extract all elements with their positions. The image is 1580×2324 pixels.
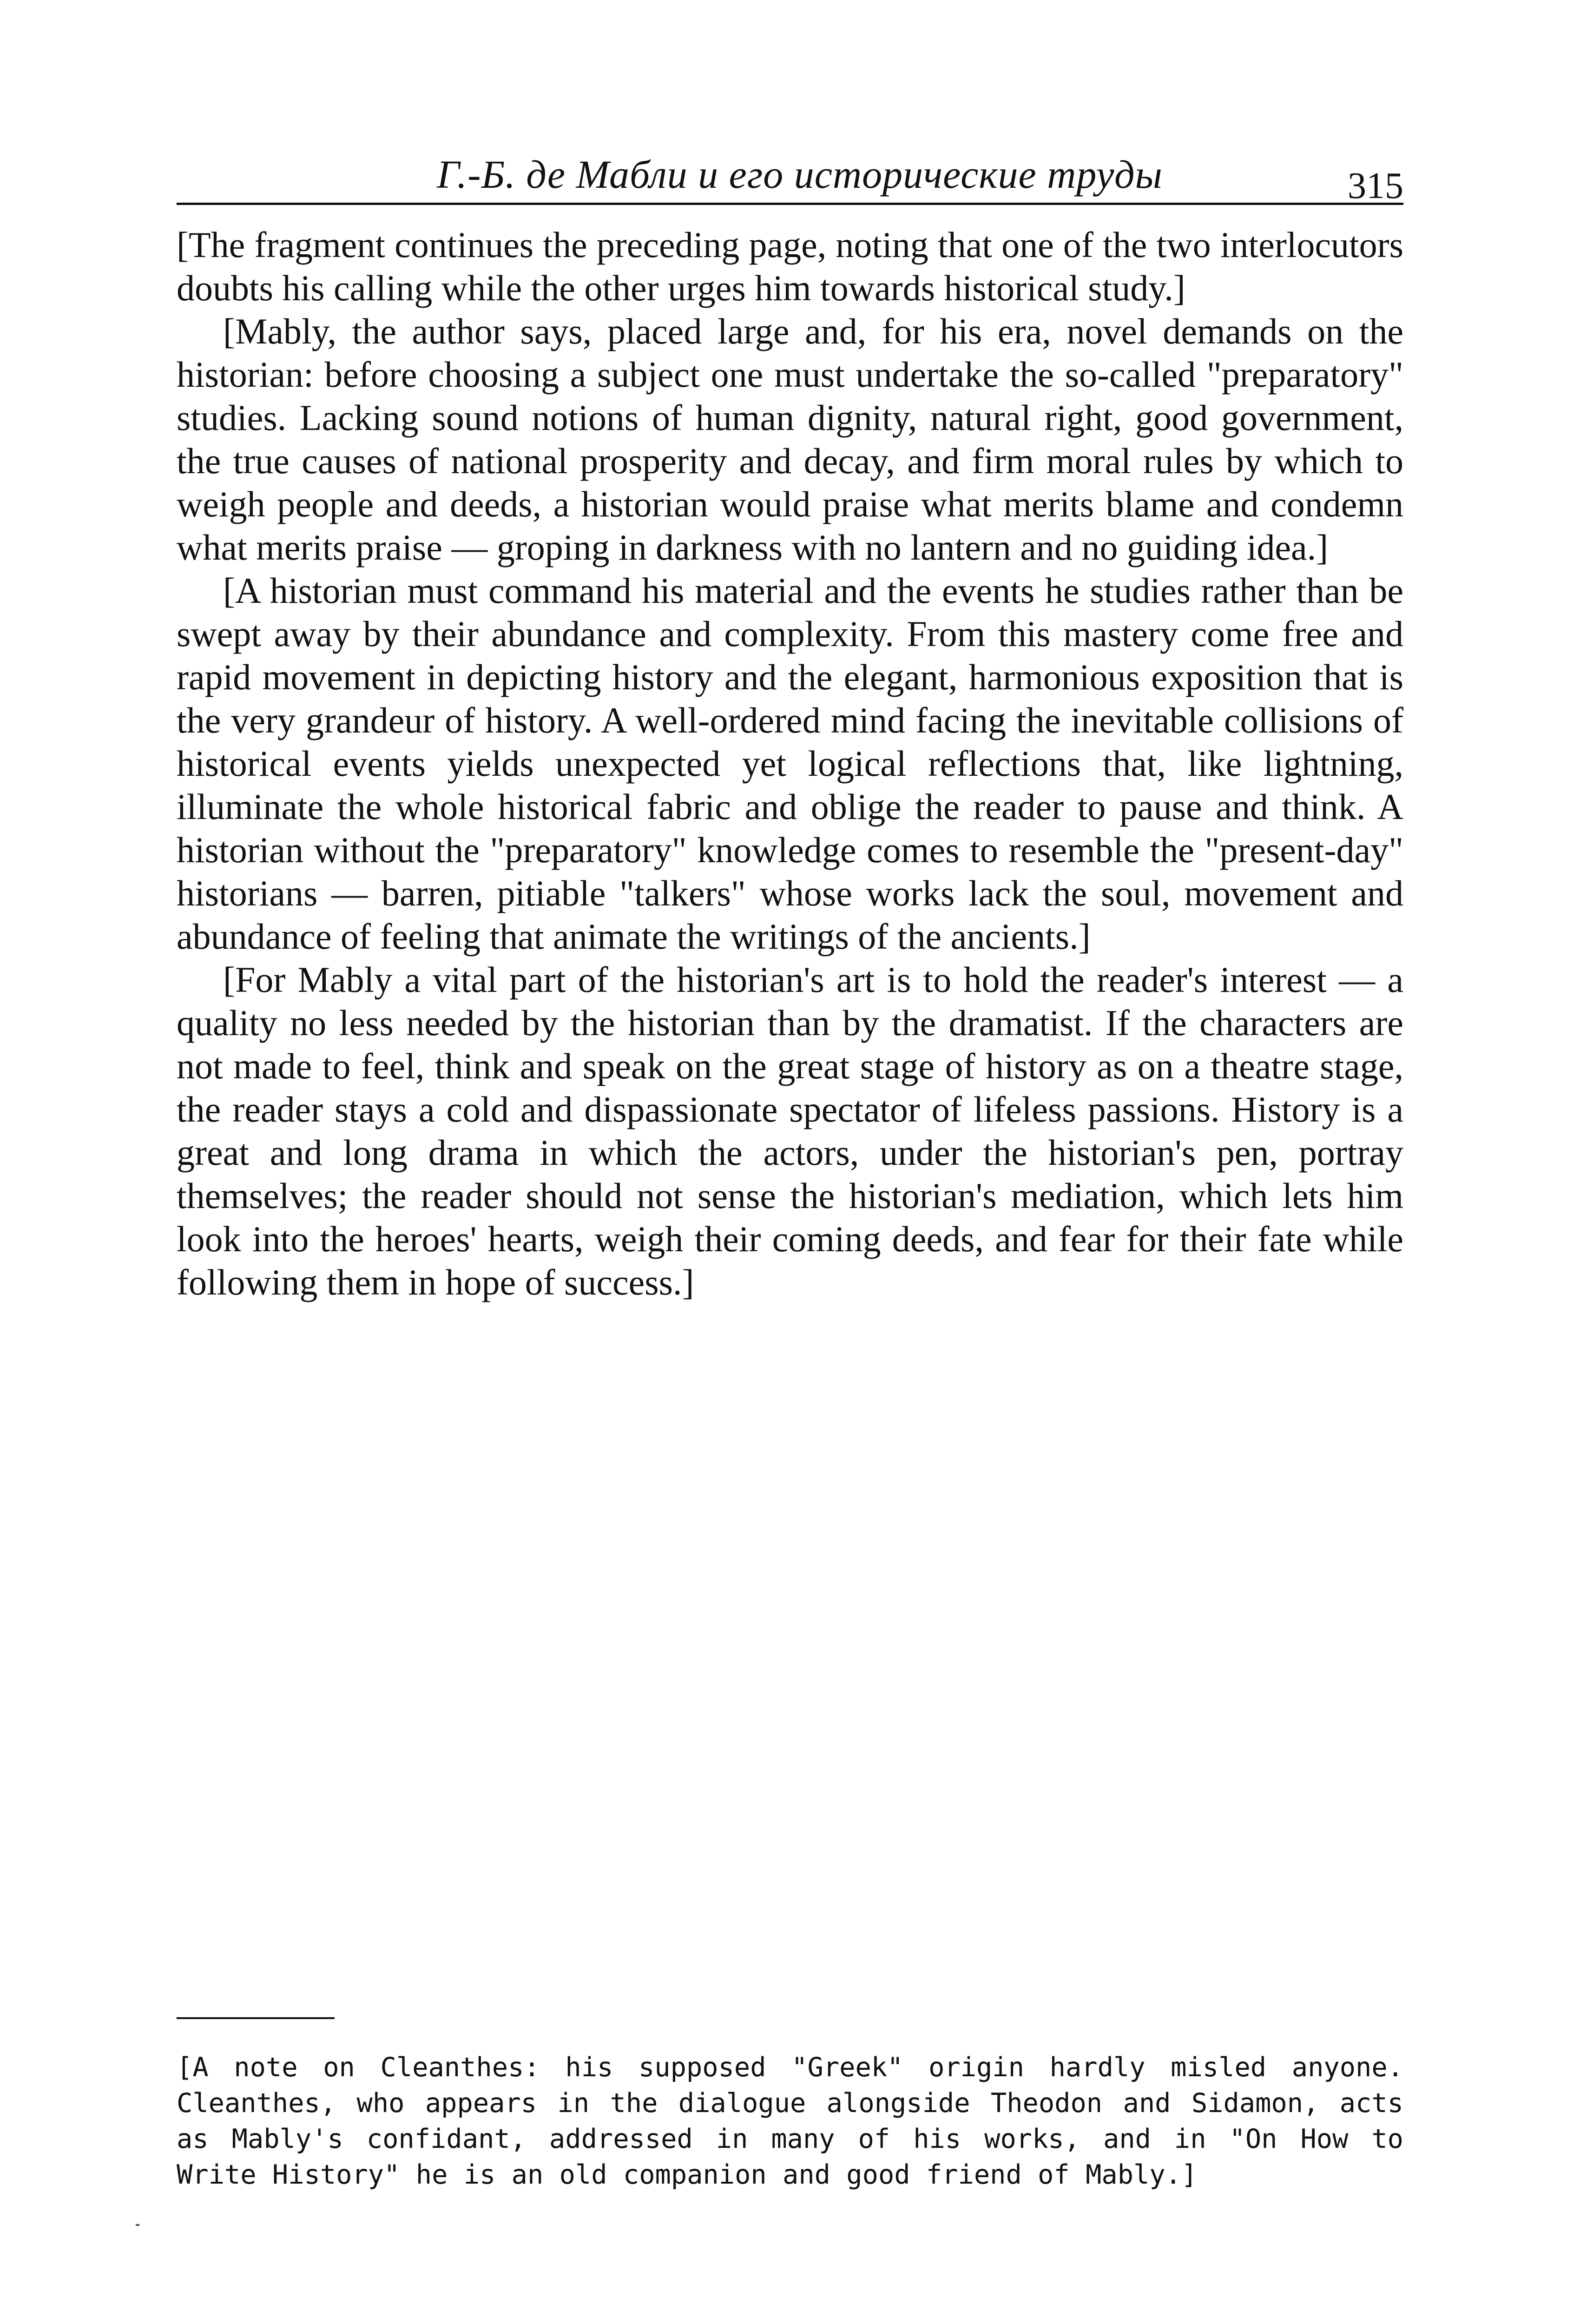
paragraph-4: [For Mably a vital part of the historian's art is to hold the reader's interest — a quality no less needed by the historian than by the dramatist. If the characters are not made to feel, think and speak on the great stage of history as on a theatre stage, the reader stays a cold and dispassionate spectator of lifeless passions. History is a great and long drama in which the actors, under the historian's pen, portray themselves; the reader should not sense the historian's mediation, which lets him look into the heroes' hearts, weigh their coming deeds, and fear for their fate while following them in hope of success.] xyxy=(177,959,1403,1302)
footnote: [A note on Cleanthes: his supposed "Greek" origin hardly misled anyone. Cleanthes, who appears in the dialogue alongside Theodon and Sidamon, acts as Mably's confidant, addressed in many of his works, and in "On How to Write History" he is an old companion and good friend of Mably.] xyxy=(177,2052,1403,2190)
footnote-rule xyxy=(177,2017,335,2019)
main-text xyxy=(177,223,1403,1304)
paragraph-2: [Mably, the author says, placed large and, for his era, novel demands on the historian: before choosing a subject one must undertake the so-called "preparatory" studies. Lacking sound notions of human dignity, natural right, good government, the true causes of national prosperity and decay, and firm moral rules by which to weigh people and deeds, a historian would praise what merits blame and condemn what merits praise — groping in darkness with no lantern and no guiding idea.] xyxy=(177,311,1403,568)
paragraph-3: [A historian must command his material and the events he studies rather than be swept away by their abundance and complexity. From this mastery come free and rapid movement in depicting history and the elegant, harmonious exposition that is the very grandeur of history. A well-ordered mind facing the inevitable collisions of historical events yields unexpected yet logical reflections that, like lightning, illuminate the whole historical fabric and oblige the reader to pause and think. A historian without the "preparatory" knowledge comes to resemble the "present-day" historians — barren, pitiable "talkers" whose works lack the soul, movement and abundance of feeling that animate the writings of the ancients.] xyxy=(177,570,1403,957)
paragraph-1: [The fragment continues the preceding page, noting that one of the two interlocutors doubts his calling while the other urges him towards historical study.] xyxy=(177,224,1403,308)
print-speck xyxy=(136,2224,139,2226)
page-number: 315 xyxy=(1348,165,1403,206)
header-rule xyxy=(177,203,1403,205)
running-head xyxy=(177,144,1403,209)
running-title: Г.-Б. де Мабли и его исторические труды xyxy=(437,152,1163,197)
